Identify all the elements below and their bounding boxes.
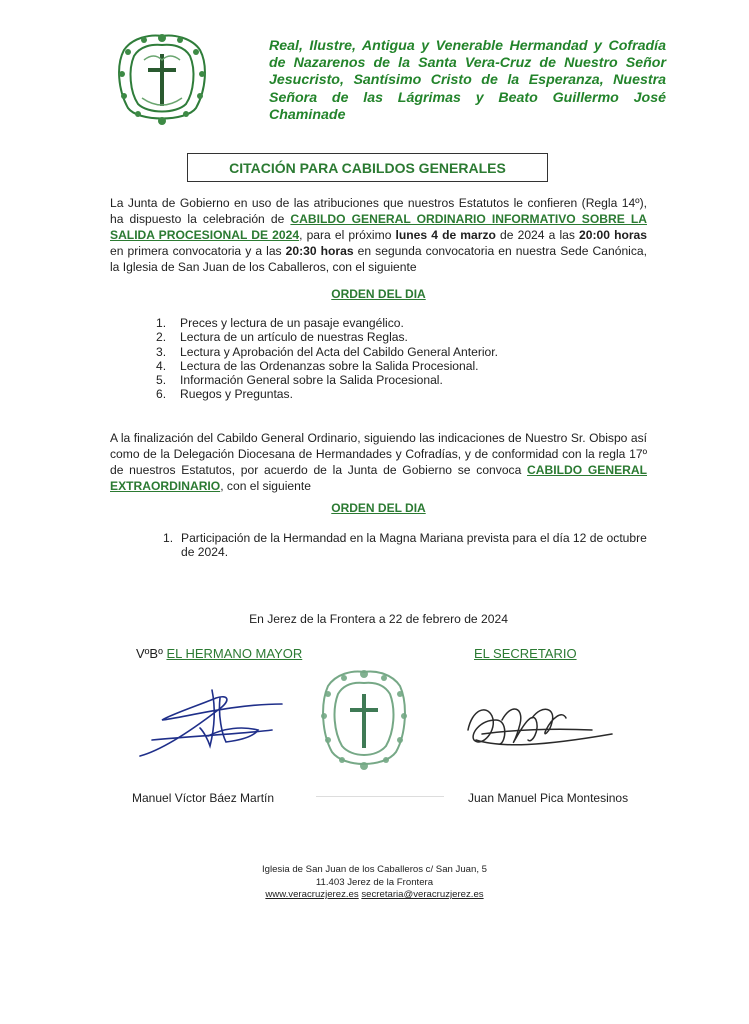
meeting-date: lunes 4 de marzo [395,227,496,242]
list-item [156,359,498,373]
intro-paragraph [110,196,647,276]
secretary-name: Juan Manuel Pica Montesinos [468,791,629,805]
agenda-heading: ORDEN DEL DIA [331,287,426,301]
list-item [156,316,498,330]
list-item [156,373,498,387]
paragraph-text: , con el siguiente [220,478,311,493]
website-link[interactable]: www.veracruzjerez.es [265,889,359,901]
approval-prefix: VºBº [136,646,167,661]
document-title-box: CITACIÓN PARA CABILDOS GENERALES [187,153,548,182]
intro-text: , para el próximo [299,227,396,242]
item-number: 1. [156,316,167,330]
item-text: Lectura de las Ordenanzas sobre la Salida Procesional. [180,358,479,373]
list-item [156,345,498,359]
ordinary-cabildo-name: CABILDO GENERAL ORDINARIO INFORMATIVO SOBRE LA SALIDA PROCESIONAL DE 2024 [110,211,647,242]
item-number: 1. [163,531,174,545]
item-text: Lectura de un artículo de nuestras Reglas. [180,330,408,345]
first-call-time: 20:00 horas [579,227,648,242]
president-title [136,646,302,661]
secretario-label: EL SECRETARIO [474,646,577,661]
item-text: Lectura y Aprobación del Acta del Cabildo General Anterior. [180,344,498,359]
intro-text: La Junta de Gobierno en uso de las atribuciones que nuestros Estatutos le confieren (Regla 14º), ha dispuesto la celebración de [110,196,647,226]
email-link[interactable]: secretaria@veracruzjerez.es [361,889,484,901]
extraordinary-paragraph [110,431,647,495]
divider-line [316,796,444,797]
footer-address [0,864,749,902]
item-number: 2. [156,330,167,345]
footer-links [0,889,749,902]
secretary-signature [462,690,622,760]
item-text: Ruegos y Preguntas. [180,387,293,402]
item-text: Participación de la Hermandad en la Magna Mariana prevista para el día 12 de octubre de 2024. [181,531,647,560]
agenda-list-1 [156,316,498,402]
item-number: 4. [156,358,167,373]
list-item [163,531,647,560]
paragraph-text: A la finalización del Cabildo General Ordinario, siguiendo las indicaciones de Nuestro Sr. Obispo así como de la Delegación Diocesana de Hermandades y Cofradías, y de conformidad con la regla 17º de nuestros Estatutos, por acuerdo de la Junta de Gobierno se convoca [110,431,647,477]
president-signature [132,680,292,766]
item-text: Información General sobre la Salida Procesional. [180,373,443,388]
brotherhood-crest-logo [114,30,210,128]
list-item [156,387,498,401]
agenda-list-2 [163,531,647,560]
intro-text: de 2024 a las [495,227,580,242]
agenda-heading: ORDEN DEL DIA [331,501,426,515]
hermano-mayor-label: EL HERMANO MAYOR [166,646,303,661]
item-number: 3. [156,344,167,359]
list-item [156,330,498,344]
footer-address-line: Iglesia de San Juan de los Caballeros c/ San Juan, 5 [261,864,488,875]
agenda-heading-1 [110,287,647,301]
second-call-time: 20:30 horas [285,243,354,258]
brotherhood-seal-stamp [316,664,412,774]
brotherhood-title: Real, Ilustre, Antigua y Venerable Hermandad y Cofradía de Nazarenos de la Santa Vera-Cruz de Nuestro Señor Jesucristo, Santísimo Cristo de la Esperanza, Nuestra Señora de las Lágrimas y Beato Guillermo José Chaminade [269,38,666,123]
secretary-title [474,646,577,661]
intro-text: en primera convocatoria y a las [110,243,286,258]
extraordinary-cabildo-name: CABILDO GENERAL EXTRAORDINARIO [110,462,647,493]
agenda-heading-2 [110,501,647,515]
intro-text: en segunda convocatoria en nuestra Sede Canónica, la Iglesia de San Juan de los Caballeros, con el siguiente [110,243,647,274]
item-text: Preces y lectura de un pasaje evangélico. [180,316,404,330]
item-number: 5. [156,373,167,388]
place-and-date: En Jerez de la Frontera a 22 de febrero de 2024 [249,612,508,626]
footer-city-line: 11.403 Jerez de la Frontera [315,876,434,888]
president-name: Manuel Víctor Báez Martín [132,791,275,805]
item-number: 6. [156,387,167,402]
